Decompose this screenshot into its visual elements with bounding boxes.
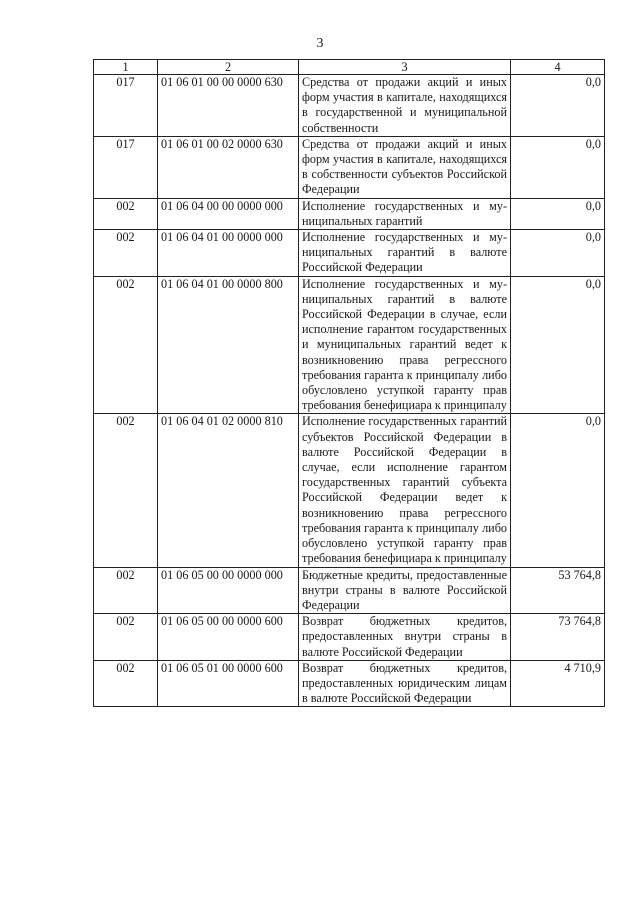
- amount-cell: 73 764,8: [511, 614, 605, 661]
- amount-cell: 4 710,9: [511, 660, 605, 707]
- amount-cell: 0,0: [511, 414, 605, 567]
- table-row: [94, 660, 605, 707]
- description-cell: Исполнение государственных гарантий субъектов Российской Федерации в валюте Российской Федерации в случае, если исполнение гарантом государственных гарантий субъекта Российской Федерации ведет к возникновению права регрессного требования гаранта к принципалу либо обусловлено уступкой гаранту прав требования бенефициара к принципалу: [299, 414, 511, 567]
- admin-code-cell: 002: [94, 614, 158, 661]
- description-cell: Средства от продажи акций и иных форм участия в капитале, находящихся в государственной и муниципальной собственности: [299, 75, 511, 137]
- table-row: [94, 230, 605, 277]
- table-row: [94, 567, 605, 614]
- column-header: 4: [511, 60, 605, 75]
- admin-code-cell: 002: [94, 276, 158, 414]
- admin-code-cell: 002: [94, 230, 158, 277]
- table-row: [94, 614, 605, 661]
- column-header: 3: [299, 60, 511, 75]
- description-cell: Бюджетные кредиты, предоставленные внутри страны в валюте Российской Федерации: [299, 567, 511, 614]
- amount-cell: 0,0: [511, 136, 605, 198]
- description-cell: Возврат бюджетных кредитов, предоставленных юридическим лицам в валюте Российской Федерации: [299, 660, 511, 707]
- description-cell: Исполнение государственных и муниципальных гарантий: [299, 198, 511, 229]
- amount-cell: 0,0: [511, 230, 605, 277]
- kbk-code-cell: 01 06 04 01 00 0000 800: [158, 276, 299, 414]
- page-number: 3: [316, 36, 324, 51]
- kbk-code-cell: 01 06 01 00 02 0000 630: [158, 136, 299, 198]
- kbk-code-cell: 01 06 04 01 00 0000 000: [158, 230, 299, 277]
- column-header: 1: [94, 60, 158, 75]
- table-header-row: [94, 60, 605, 75]
- table-row: [94, 198, 605, 229]
- kbk-code-cell: 01 06 05 00 00 0000 000: [158, 567, 299, 614]
- kbk-code-cell: 01 06 04 00 00 0000 000: [158, 198, 299, 229]
- admin-code-cell: 002: [94, 660, 158, 707]
- admin-code-cell: 002: [94, 567, 158, 614]
- budget-sources-table: [93, 59, 605, 707]
- description-cell: Средства от продажи акций и иных форм участия в капитале, находящихся в собственности субъектов Российской Федерации: [299, 136, 511, 198]
- table-row: [94, 414, 605, 567]
- amount-cell: 0,0: [511, 75, 605, 137]
- admin-code-cell: 002: [94, 414, 158, 567]
- description-cell: Исполнение государственных и муниципальных гарантий в валюте Российской Федерации в случае, если исполнение гарантом государственных и муниципальных гарантий ведет к возникновению права регрессного требования гаранта к принципалу либо обусловлено уступкой гаранту прав требования бенефициара к принципалу: [299, 276, 511, 414]
- description-cell: Исполнение государственных и муниципальных гарантий в валюте Российской Федерации: [299, 230, 511, 277]
- table-row: [94, 75, 605, 137]
- table-row: [94, 136, 605, 198]
- admin-code-cell: 017: [94, 75, 158, 137]
- amount-cell: 0,0: [511, 198, 605, 229]
- description-cell: Возврат бюджетных кредитов, предоставленных внутри страны в валюте Российской Федерации: [299, 614, 511, 661]
- kbk-code-cell: 01 06 05 01 00 0000 600: [158, 660, 299, 707]
- table-row: [94, 276, 605, 414]
- column-header: 2: [158, 60, 299, 75]
- amount-cell: 53 764,8: [511, 567, 605, 614]
- kbk-code-cell: 01 06 04 01 02 0000 810: [158, 414, 299, 567]
- kbk-code-cell: 01 06 05 00 00 0000 600: [158, 614, 299, 661]
- admin-code-cell: 002: [94, 198, 158, 229]
- amount-cell: 0,0: [511, 276, 605, 414]
- admin-code-cell: 017: [94, 136, 158, 198]
- kbk-code-cell: 01 06 01 00 00 0000 630: [158, 75, 299, 137]
